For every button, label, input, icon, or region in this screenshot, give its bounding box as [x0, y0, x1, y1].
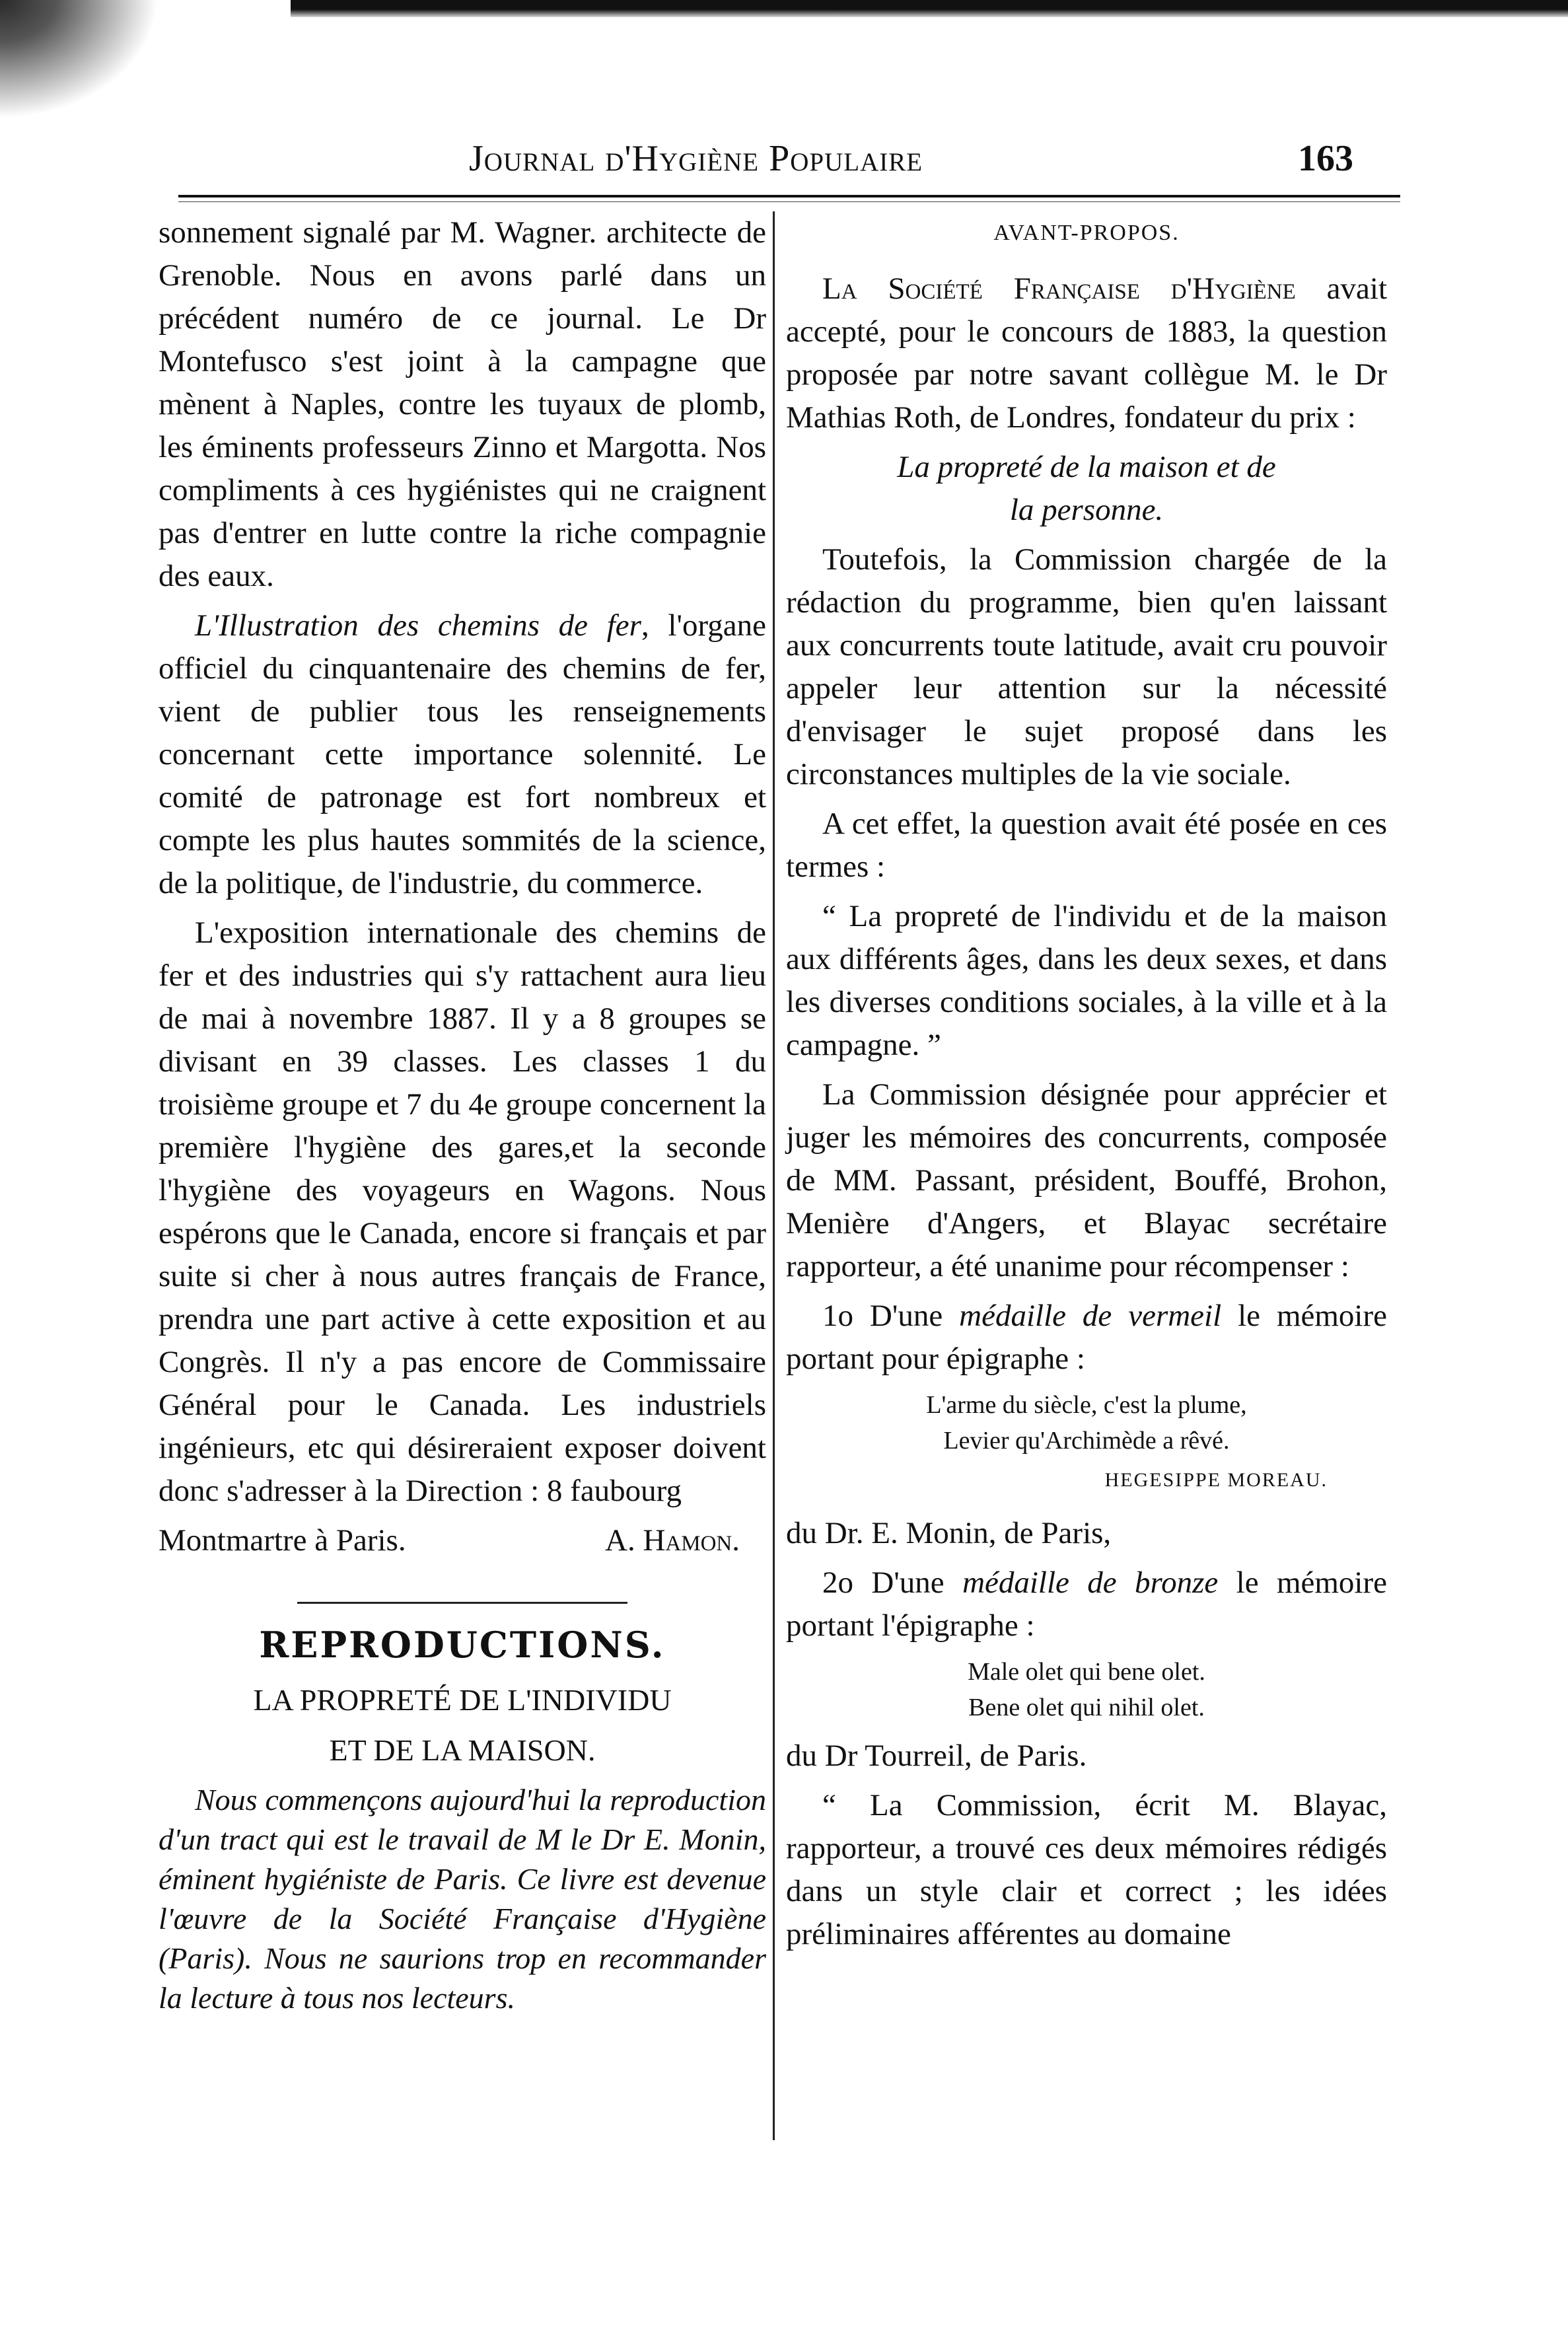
- society-name: La Société Française d'Hygiène: [822, 271, 1296, 306]
- paragraph-illustration: [159, 604, 766, 905]
- epigraph1-author: HEGESIPPE MOREAU.: [1104, 1469, 1328, 1491]
- paragraph-illustration-text: , l'organe officiel du cinquantenaire des chemins de fer, vient de publier tous les renseignements concernant cette importance solennité. Le comité de patronage est fort nombreux et compte les plus hautes sommités de la science, de la politique, de l'industrie, du commerce.: [159, 608, 766, 900]
- page-number: 163: [1298, 138, 1353, 179]
- intro-paragraph: Nous commençons aujourd'hui la reproduction d'un tract qui est le travail de M le Dr E. Monin, éminent hygiéniste de Paris. Ce livre est devenue l'œuvre de la Société Française d'Hygiène (Paris). Nous ne saurions trop en recommander la lecture à tous nos lecteurs.: [159, 1783, 766, 2015]
- avant-propos-heading: AVANT-PROPOS.: [993, 221, 1180, 245]
- section-title: REPRODUCTIONS.: [259, 1624, 666, 1666]
- paragraph-societe-text: avait accepté, pour le concours de 1883, la question proposée par notre savant collègue M. le Dr Mathias Roth, de Londres, fondateur du prix :: [786, 271, 1388, 435]
- medaille-bronze: médaille de bronze: [962, 1565, 1219, 1600]
- signature-line: [159, 1519, 766, 1562]
- paragraph-wagner: sonnement signalé par M. Wagner. architecte de Grenoble. Nous en avons parlé dans un précédent numéro de ce journal. Le Dr Montefusco s'est joint à la campagne que mènent à Naples, contre les tuyaux de plomb, les éminents professeurs Zinno et Margotta. Nos compliments à ces hygiénistes qui ne craignent pas d'entrer en lutte contre la riche compagnie des eaux.: [159, 215, 766, 593]
- right-column: [786, 211, 1387, 1962]
- laureate-tourreil: du Dr Tourreil, de Paris.: [786, 1739, 1087, 1773]
- page-top-edge: [291, 0, 1568, 17]
- question-quote: “ La propreté de l'individu et de la maison aux différents âges, dans les deux sexes, et dans les diverses conditions sociales, à la ville et à la campagne. ”: [786, 899, 1387, 1062]
- paragraph-medaille-vermeil: [786, 1295, 1387, 1381]
- scan-shadow: [0, 0, 159, 119]
- paragraph-societe: [786, 268, 1387, 439]
- prize-title-line2: la personne.: [1009, 493, 1164, 527]
- medaille-bronze-start: 2o D'une: [822, 1565, 963, 1600]
- paragraph-exposition: L'exposition internationale des chemins de fer et des industries qui s'y rattachent aura lieu de mai à novembre 1887. Il y a 8 groupes se divisant en 39 classes. Les classes 1 du troisième groupe et 7 du 4e groupe concernent la première l'hygiène des gares,et la seconde l'hygiène des voyageurs en Wagons. Nous espérons que le Canada, encore si français et par suite si cher à nous autres français de France, prendra une part active à cette exposition et au Congrès. Il n'y a pas encore de Commissaire Général pour le Canada. Les industriels ingénieurs, etc qui désireraient exposer doivent donc s'adresser à la Direction : 8 faubourg: [159, 916, 766, 1508]
- prize-title-line1: La propreté de la maison et de: [897, 450, 1276, 484]
- medaille-vermeil-start: 1o D'une: [822, 1299, 960, 1333]
- epigraph2-line1: Male olet qui bene olet.: [968, 1658, 1205, 1686]
- article-title-line2: ET DE LA MAISON.: [329, 1733, 596, 1767]
- paragraph-jury: La Commission désignée pour apprécier et juger les mémoires des concurrents, composée de MM. Passant, président, Bouffé, Brohon, Menière d'Angers, et Blayac secrétaire rapporteur, a été unanime pour récompenser :: [786, 1077, 1387, 1283]
- epigraph2-line2: Bene olet qui nihil olet.: [968, 1694, 1205, 1721]
- epigraph1-line2: Levier qu'Archimède a rêvé.: [943, 1427, 1230, 1455]
- article-title-line1: LA PROPRETÉ DE L'INDIVIDU: [253, 1683, 672, 1717]
- laureate-monin: du Dr. E. Monin, de Paris,: [786, 1516, 1112, 1550]
- author-signature: A. Hamon.: [605, 1523, 740, 1558]
- paragraph-blayac: “ La Commission, écrit M. Blayac, rapporteur, a trouvé ces deux mémoires rédigés dans un style clair et correct ; les idées préliminaires afférentes au domaine: [786, 1788, 1387, 1951]
- paragraph-effet: A cet effet, la question avait été posée en ces termes :: [786, 807, 1387, 884]
- journal-title: Journal d'Hygiène Populaire: [469, 138, 923, 179]
- section-rule: [297, 1602, 627, 1604]
- medaille-bronze-end: le mémoire portant l'épigraphe :: [786, 1565, 1387, 1643]
- address-end: Montmartre à Paris.: [159, 1523, 406, 1558]
- epigraph1-line1: L'arme du siècle, c'est la plume,: [926, 1391, 1247, 1419]
- header-rule: [178, 195, 1400, 198]
- paragraph-medaille-bronze: [786, 1562, 1387, 1647]
- column-divider: [773, 211, 775, 2140]
- medaille-vermeil: médaille de vermeil: [959, 1299, 1222, 1333]
- paragraph-commission: Toutefois, la Commission chargée de la rédaction du programme, bien qu'en laissant aux concurrents toute latitude, avait cru pouvoir appeler leur attention sur la nécessité d'envisager le sujet proposé dans les circonstances multiples de la vie sociale.: [786, 542, 1387, 791]
- running-header: [0, 126, 1568, 192]
- medaille-vermeil-end: le mémoire portant pour épigraphe :: [786, 1299, 1387, 1376]
- left-column: [159, 211, 766, 2025]
- header-rule-thin: [178, 201, 1400, 202]
- publication-title: L'Illustration des chemins de fer: [195, 608, 641, 643]
